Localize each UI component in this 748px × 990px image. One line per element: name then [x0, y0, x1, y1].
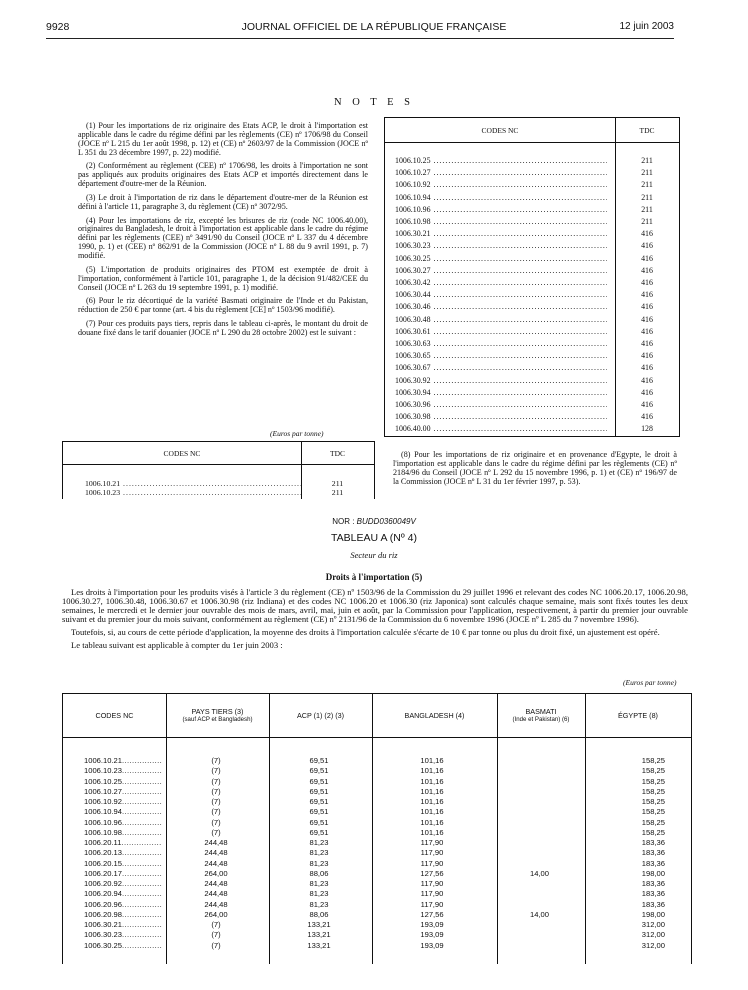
code-cell: 1006.10.96 ..... [84, 818, 162, 827]
code-cell: 1006.30.25 ..... [395, 254, 607, 263]
code-cell: 1006.10.23 ..... [85, 488, 301, 497]
acp-cell: 69,51 [309, 766, 329, 776]
table-row [385, 229, 679, 241]
table-row [63, 488, 374, 498]
code-cell: 1006.10.21 ..... [84, 756, 162, 765]
bangladesh-cell: 193,09 [420, 930, 444, 940]
table-row [385, 156, 679, 168]
table-row [385, 266, 679, 278]
table-row [63, 756, 691, 766]
egypte-cell: 158,25 [641, 797, 665, 806]
tdc-cell: 416 [641, 400, 653, 409]
tdc-table-right [384, 117, 680, 437]
egypte-cell: 312,00 [641, 940, 665, 950]
acp-cell: 81,23 [309, 858, 329, 868]
table-row [385, 339, 679, 351]
table-row [385, 315, 679, 327]
tdc-cell: 211 [641, 192, 653, 202]
bangladesh-cell: 117,90 [420, 899, 444, 909]
import-duties-table [62, 693, 692, 964]
tdc-cell: 211 [331, 488, 344, 497]
table-row [63, 879, 691, 889]
nor-code: BUDD0360049V [356, 517, 416, 526]
table-row [63, 766, 691, 776]
code-cell: 1006.20.94 ..... [84, 889, 162, 898]
tdc-cell: 416 [641, 265, 653, 275]
tdc-cell: 211 [641, 168, 653, 178]
table-row [63, 869, 691, 879]
table-row [63, 889, 691, 899]
table-row [385, 168, 679, 180]
egypte-cell: 312,00 [641, 920, 665, 929]
note-6: (6) Pour le riz décortiqué de la variété Basmati originaire de l'Inde et du Pakistan, réduction de 250 € par tonne (art. 4 bis du règlement [CE] nº 1503/96 modifié). [78, 296, 368, 315]
bangladesh-cell: 193,09 [420, 940, 444, 950]
tdc-cell: 211 [641, 204, 653, 214]
basmati-cell: 14,00 [529, 868, 549, 878]
bangladesh-cell: 117,90 [420, 838, 444, 847]
column-header-egypte: ÉGYPTE (8) [618, 710, 658, 720]
code-cell: 1006.10.25 ..... [395, 156, 607, 165]
pays-tiers-cell: (7) [211, 817, 221, 827]
column-header-codes: CODES NC [95, 710, 134, 720]
tdc-cell: 211 [641, 217, 653, 226]
acp-cell: 69,51 [309, 756, 329, 765]
tdc-cell: 128 [641, 424, 653, 434]
code-cell: 1006.10.92 ..... [84, 797, 162, 806]
pays-tiers-cell: (7) [211, 766, 221, 776]
acp-cell: 81,23 [309, 899, 329, 909]
table-row [63, 910, 691, 920]
egypte-cell: 198,00 [641, 868, 665, 878]
body-paragraph: Le tableau suivant est applicable à compter du 1er juin 2003 : [71, 640, 283, 651]
table-row [63, 941, 691, 951]
code-cell: 1006.10.96 ..... [395, 205, 607, 214]
code-cell: 1006.30.61 ..... [395, 327, 607, 336]
pays-tiers-cell: 244,48 [204, 899, 228, 909]
unit-label-small: (Euros par tonne) [270, 429, 324, 438]
egypte-cell: 183,36 [641, 838, 665, 847]
code-cell: 1006.10.27 ..... [395, 168, 607, 177]
code-cell: 1006.30.48 ..... [395, 315, 607, 324]
bangladesh-cell: 117,90 [420, 889, 444, 899]
code-cell: 1006.30.67 ..... [395, 363, 607, 372]
table-row [385, 363, 679, 375]
table-row [385, 388, 679, 400]
column-header-acp: ACP (1) (2) (3) [297, 710, 344, 720]
column-header-codes: CODES NC [163, 449, 201, 458]
note-1: (1) Pour les importations de riz originaire des Etats ACP, le droit à l'importation est applicable dans le cadre du régime défini par les règlements (CE) nº 1706/98 du Conseil (JOCE nº L 215 du 1er août 1998, p. 12) et (CE) nº 2603/97 de la Commission (JOCE nº L 351 du 23 décembre 1997, p. 22) modifié. [78, 121, 368, 157]
table-row [63, 807, 691, 817]
code-cell: 1006.30.25 ..... [84, 941, 162, 950]
table-row [385, 412, 679, 424]
tdc-cell: 416 [641, 253, 653, 263]
table-row [385, 254, 679, 266]
tdc-table-small [62, 441, 375, 499]
acp-cell: 88,06 [309, 868, 329, 878]
egypte-cell: 158,25 [641, 766, 665, 776]
code-cell: 1006.20.17 ..... [84, 869, 162, 878]
publication-date: 12 juin 2003 [619, 21, 674, 32]
code-cell: 1006.20.92 ..... [84, 879, 162, 888]
bangladesh-cell: 117,90 [420, 848, 444, 858]
code-cell: 1006.30.63 ..... [395, 339, 607, 348]
code-cell: 1006.10.21 ..... [85, 479, 301, 488]
egypte-cell: 183,36 [641, 858, 665, 868]
acp-cell: 69,51 [309, 776, 329, 786]
egypte-cell: 198,00 [641, 909, 665, 919]
secteur-subtitle: Secteur du riz [350, 550, 398, 560]
acp-cell: 69,51 [309, 827, 329, 837]
pays-tiers-cell: 264,00 [204, 909, 228, 919]
pays-tiers-cell: 244,48 [204, 838, 228, 847]
journal-title: JOURNAL OFFICIEL DE LA RÉPUBLIQUE FRANÇAISE [241, 21, 507, 33]
code-cell: 1006.10.27 ..... [84, 787, 162, 796]
notes-column [78, 122, 368, 343]
code-cell: 1006.10.98 ..... [84, 828, 162, 837]
table-row [385, 327, 679, 339]
code-cell: 1006.10.94 ..... [84, 807, 162, 816]
tdc-cell: 211 [331, 479, 344, 488]
table-row [385, 193, 679, 205]
code-cell: 1006.10.25 ..... [84, 777, 162, 786]
acp-cell: 69,51 [309, 786, 329, 796]
body-paragraph: Toutefois, si, au cours de cette période d'application, la moyenne des droits à l'importation calculée s'écarte de 10 € par tonne ou plus du droit fixé, un ajustement est opéré. [71, 627, 660, 638]
table-row [385, 290, 679, 302]
tdc-cell: 416 [641, 351, 653, 361]
tdc-cell: 416 [641, 314, 653, 324]
code-cell: 1006.30.23 ..... [395, 241, 607, 250]
table-row [63, 900, 691, 910]
unit-label-main: (Euros par tonne) [623, 678, 677, 687]
note-2: (2) Conformément au règlement (CEE) nº 1706/98, les droits à l'importation ne sont pas appliqués aux produits originaires des Etats ACP et importés directement dans le département d'outre-mer de la Réunion. [78, 161, 368, 189]
table-header [63, 442, 374, 465]
table-row [385, 278, 679, 290]
code-cell: 1006.10.92 ..... [395, 180, 607, 189]
egypte-cell: 183,36 [641, 899, 665, 909]
code-cell: 1006.20.15 ..... [84, 859, 162, 868]
table-row [63, 848, 691, 858]
column-header-basmati: BASMATI (Inde et Pakistan) (6) [512, 707, 570, 723]
pays-tiers-cell: (7) [211, 797, 221, 806]
page-number: 9928 [46, 21, 70, 33]
note-7: (7) Pour ces produits pays tiers, repris dans le tableau ci-après, le montant du droit de douane fixé dans le tarif douanier (JOCE nº L 290 du 28 octobre 2002) est le suivant : [78, 319, 368, 337]
bangladesh-cell: 101,16 [420, 807, 444, 817]
column-header-tdc: TDC [639, 126, 655, 135]
code-cell: 1006.20.96 ..... [84, 900, 162, 909]
table-row [385, 302, 679, 314]
bangladesh-cell: 101,16 [420, 817, 444, 827]
table-row [385, 351, 679, 363]
tableau-title: TABLEAU A (Nº 4) [331, 532, 417, 544]
body-paragraph: Les droits à l'importation pour les produits visés à l'article 3 du règlement (CE) nº 1503/96 de la Commission du 29 juillet 1996 et relevant des codes NC 1006.20.17, 1006.20.98, 1006.30.27, 1006.30.48, 1006.30.67 et 1006.30.98 (riz Indiana) et des codes NC 1006.20 et 1006.30 (riz Japonica) sont calculés chaque semaine, mais sont fixés toutes les deux semaines, le mercredi et le dernier jour ouvrable des mois de mars, avril, mai, juin et août, par la Commission pour l'application, respectivement, à partir du premier jour ouvrable suivant et du premier jour du mois suivant, conformément au règlement (CE) nº 2131/96 de la Commission du 6 novembre 1996 (JOCE nº L 285 du 7 novembre 1996). [62, 587, 688, 625]
tdc-cell: 211 [641, 156, 653, 165]
pays-tiers-cell: (7) [211, 756, 221, 765]
code-cell: 1006.10.94 ..... [395, 193, 607, 202]
droits-title: Droits à l'importation (5) [325, 572, 423, 582]
egypte-cell: 158,25 [641, 786, 665, 796]
code-cell: 1006.40.00 ..... [395, 424, 607, 433]
bangladesh-cell: 101,16 [420, 756, 444, 765]
pays-tiers-cell: (7) [211, 930, 221, 940]
tdc-cell: 416 [641, 412, 653, 422]
bangladesh-cell: 101,16 [420, 827, 444, 837]
table-row [385, 205, 679, 217]
egypte-cell: 183,36 [641, 879, 665, 888]
acp-cell: 133,21 [307, 920, 331, 929]
column-header-pays-tiers: PAYS TIERS (3) (sauf ACP et Bangladesh) [182, 707, 253, 723]
code-cell: 1006.30.42 ..... [395, 278, 607, 287]
acp-cell: 81,23 [309, 889, 329, 899]
table-row [63, 930, 691, 940]
egypte-cell: 158,25 [641, 776, 665, 786]
code-cell: 1006.30.94 ..... [395, 388, 607, 397]
code-cell: 1006.30.44 ..... [395, 290, 607, 299]
note-8: (8) Pour les importations de riz originaire et en provenance d'Egypte, le droit à l'importation est applicable dans le cadre du régime défini par les règlements (CE) nº 2184/96 du Conseil (JOCE nº L 292 du 15 novembre 1996, p. 1) et (CE) nº 196/97 de la Commission (JOCE nº L 31 du 1er février 1997, p. 53). [393, 450, 677, 486]
code-cell: 1006.10.23 ..... [84, 766, 162, 775]
tdc-cell: 416 [641, 326, 653, 336]
column-header-tdc: TDC [330, 449, 345, 458]
pays-tiers-cell: (7) [211, 776, 221, 786]
table-row [63, 797, 691, 807]
tdc-cell: 416 [641, 229, 653, 239]
table-row [63, 920, 691, 930]
code-cell: 1006.30.21 ..... [84, 920, 162, 929]
egypte-cell: 158,25 [641, 807, 665, 817]
acp-cell: 81,23 [309, 879, 329, 888]
header-rule [46, 38, 674, 39]
table-row [385, 424, 679, 436]
table-row [385, 241, 679, 253]
code-cell: 1006.20.98 ..... [84, 910, 162, 919]
pays-tiers-cell: (7) [211, 807, 221, 817]
table-row [63, 838, 691, 848]
tdc-cell: 416 [641, 363, 653, 373]
table-header [63, 694, 691, 738]
code-cell: 1006.30.46 ..... [395, 302, 607, 311]
bangladesh-cell: 101,16 [420, 766, 444, 776]
basmati-cell: 14,00 [529, 909, 549, 919]
notes-title: N O T E S [334, 97, 414, 108]
pays-tiers-cell: 244,48 [204, 848, 228, 858]
egypte-cell: 158,25 [641, 817, 665, 827]
acp-cell: 81,23 [309, 838, 329, 847]
bangladesh-cell: 127,56 [420, 868, 444, 878]
column-header-codes: CODES NC [481, 126, 519, 135]
table-row [63, 777, 691, 787]
column-header-bangladesh: BANGLADESH (4) [404, 710, 465, 720]
bangladesh-cell: 101,16 [420, 797, 444, 806]
pays-tiers-cell: (7) [211, 940, 221, 950]
egypte-cell: 183,36 [641, 889, 665, 899]
bangladesh-cell: 193,09 [420, 920, 444, 929]
code-cell: 1006.30.96 ..... [395, 400, 607, 409]
table-row [385, 217, 679, 229]
egypte-cell: 158,25 [641, 827, 665, 837]
code-cell: 1006.30.21 ..... [395, 229, 607, 238]
acp-cell: 88,06 [309, 909, 329, 919]
note-3: (3) Le droit à l'importation de riz dans le département d'outre-mer de la Réunion est défini à l'article 11, paragraphe 3, du règlement (CE) nº 3072/95. [78, 192, 368, 211]
note-5: (5) L'importation de produits originaires des PTOM est exemptée de droit à l'importation, conformément à l'article 101, paragraphe 1, de la décision 91/482/CEE du Conseil (JOCE nº L 263 du 19 septembre 1991, p. 1) modifié. [78, 264, 368, 292]
table-row [63, 859, 691, 869]
code-cell: 1006.30.98 ..... [395, 412, 607, 421]
acp-cell: 81,23 [309, 848, 329, 858]
nor-reference [0, 517, 748, 526]
tdc-cell: 416 [641, 387, 653, 397]
tdc-cell: 416 [641, 290, 653, 300]
code-cell: 1006.30.23 ..... [84, 930, 162, 939]
nor-label: NOR : [332, 517, 355, 526]
bangladesh-cell: 127,56 [420, 909, 444, 919]
pays-tiers-cell: 244,48 [204, 879, 228, 888]
tdc-cell: 416 [641, 339, 653, 348]
egypte-cell: 158,25 [641, 756, 665, 765]
bangladesh-cell: 101,16 [420, 786, 444, 796]
egypte-cell: 183,36 [641, 848, 665, 858]
table-row [385, 400, 679, 412]
code-cell: 1006.30.92 ..... [395, 376, 607, 385]
table-row [385, 180, 679, 192]
pays-tiers-cell: (7) [211, 827, 221, 837]
table-row [63, 818, 691, 828]
code-cell: 1006.10.98 ..... [395, 217, 607, 226]
acp-cell: 133,21 [307, 930, 331, 940]
code-cell: 1006.30.65 ..... [395, 351, 607, 360]
bangladesh-cell: 117,90 [420, 858, 444, 868]
code-cell: 1006.30.27 ..... [395, 266, 607, 275]
bangladesh-cell: 101,16 [420, 776, 444, 786]
tdc-cell: 416 [641, 375, 653, 385]
code-cell: 1006.20.13 ..... [84, 848, 162, 857]
egypte-cell: 312,00 [641, 930, 665, 940]
body-text [62, 588, 688, 655]
table-row [385, 376, 679, 388]
pays-tiers-cell: (7) [211, 786, 221, 796]
code-cell: 1006.20.11 ..... [84, 838, 162, 847]
tdc-cell: 416 [641, 302, 653, 312]
acp-cell: 69,51 [309, 797, 329, 806]
tdc-cell: 416 [641, 278, 653, 287]
pays-tiers-cell: 264,00 [204, 868, 228, 878]
table-row [63, 787, 691, 797]
acp-cell: 69,51 [309, 807, 329, 817]
pays-tiers-cell: 244,48 [204, 858, 228, 868]
table-row [63, 828, 691, 838]
note-4: (4) Pour les importations de riz, excepté les brisures de riz (code NC 1006.40.00), originaires du Bangladesh, le droit à l'importation est applicable dans le cadre du régime défini par les règlements (CEE) nº 3491/90 du Conseil (JOCE nº L 337 du 4 décembre 1990, p. 1) et (CEE) nº 862/91 de la Commission (JOCE nº L 88 du 9 avril 1991, p. 7) modifié. [78, 215, 368, 260]
bangladesh-cell: 117,90 [420, 879, 444, 888]
tdc-cell: 416 [641, 241, 653, 251]
pays-tiers-cell: 244,48 [204, 889, 228, 899]
pays-tiers-cell: (7) [211, 920, 221, 929]
tdc-cell: 211 [641, 180, 653, 190]
table-header [385, 118, 679, 143]
acp-cell: 133,21 [307, 940, 331, 950]
acp-cell: 69,51 [309, 817, 329, 827]
